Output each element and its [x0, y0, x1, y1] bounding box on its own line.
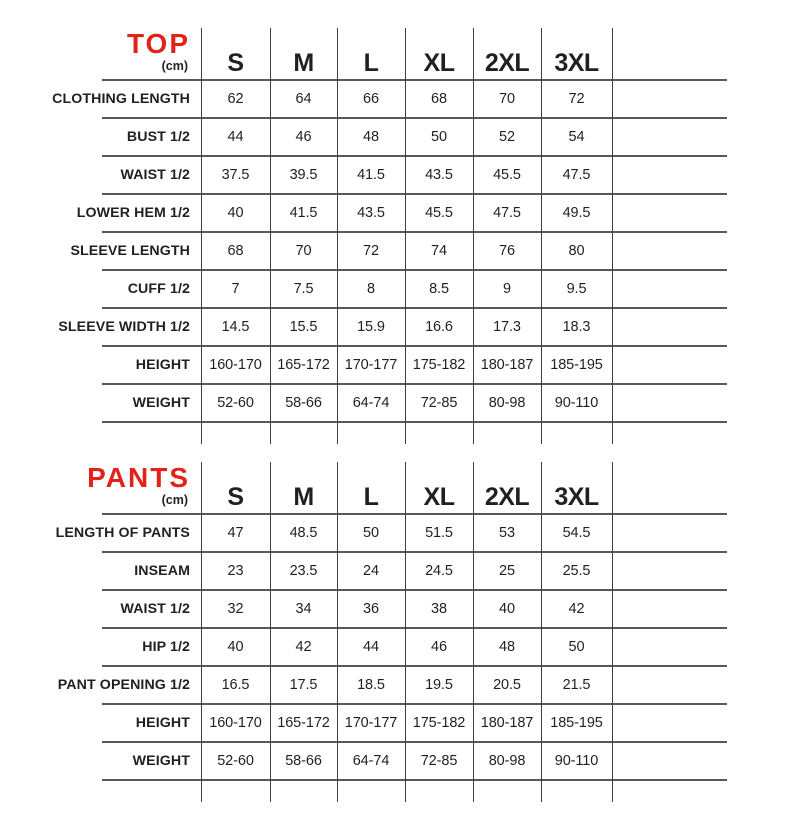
- measurement-cell: 52: [499, 129, 515, 145]
- spacer-cell: [337, 422, 405, 444]
- measurement-cell: 50: [568, 639, 585, 655]
- row-label: HEIGHT: [135, 715, 190, 731]
- measurement-cell: 8: [367, 281, 375, 297]
- spacer-cell: [201, 780, 270, 802]
- spacer-cell: [0, 422, 201, 444]
- measurement-cell: 23: [227, 563, 244, 579]
- measurement-cell: 47.5: [493, 205, 521, 221]
- row-label: PANT OPENING 1/2: [57, 677, 190, 693]
- measurement-cell: 160-170: [209, 357, 262, 373]
- horizontal-rule: [102, 269, 727, 270]
- vertical-rule: [270, 28, 271, 444]
- trailing-empty-cell: [612, 156, 727, 194]
- horizontal-rule: [102, 779, 727, 780]
- measurement-cell: 76: [499, 243, 515, 259]
- measurement-cell: 72: [363, 243, 379, 259]
- horizontal-rule: [102, 193, 727, 194]
- spacer-cell: [612, 422, 727, 444]
- measurement-cell: 62: [227, 91, 244, 107]
- measurement-cell: 80-98: [488, 395, 526, 411]
- measurement-cell: 48: [499, 639, 515, 655]
- size-column-header: 3XL: [554, 49, 599, 77]
- spacer-cell: [405, 422, 473, 444]
- measurement-cell: 72: [568, 91, 585, 107]
- measurement-cell: 25.5: [562, 563, 591, 579]
- trailing-empty-cell: [612, 232, 727, 270]
- trailing-empty-cell: [612, 666, 727, 704]
- pants-table-rows: [0, 462, 800, 802]
- measurement-cell: 15.5: [289, 319, 318, 335]
- row-label: WAIST 1/2: [120, 601, 190, 617]
- top-size-table: [0, 28, 800, 444]
- measurement-cell: 48.5: [289, 525, 318, 541]
- table-title-cell: [0, 28, 201, 80]
- table-row: [0, 590, 800, 628]
- measurement-cell: 54.5: [562, 525, 591, 541]
- measurement-cell: 16.6: [425, 319, 453, 335]
- row-label: INSEAM: [134, 563, 190, 579]
- measurement-cell: 7.5: [293, 281, 314, 297]
- measurement-cell: 43.5: [425, 167, 453, 183]
- trailing-empty-cell: [612, 28, 727, 80]
- measurement-cell: 180-187: [480, 357, 534, 373]
- table-row: [0, 118, 800, 156]
- measurement-cell: 44: [227, 129, 244, 145]
- size-column-header: XL: [423, 483, 455, 511]
- measurement-cell: 14.5: [221, 319, 250, 335]
- trailing-empty-cell: [612, 704, 727, 742]
- unit-label: (cm): [161, 59, 188, 73]
- measurement-cell: 180-187: [480, 715, 534, 731]
- measurement-cell: 50: [431, 129, 447, 145]
- spacer-cell: [0, 780, 201, 802]
- vertical-rule: [473, 28, 474, 444]
- table-row: [0, 156, 800, 194]
- measurement-cell: 41.5: [289, 205, 318, 221]
- horizontal-rule: [102, 231, 727, 232]
- measurement-cell: 18.5: [357, 677, 385, 693]
- measurement-cell: 64-74: [352, 753, 390, 769]
- measurement-cell: 90-110: [554, 753, 599, 769]
- measurement-cell: 48: [363, 129, 379, 145]
- table-row: [0, 666, 800, 704]
- trailing-empty-cell: [612, 628, 727, 666]
- measurement-cell: 90-110: [554, 395, 599, 411]
- measurement-cell: 64: [295, 91, 312, 107]
- spacer-cell: [405, 780, 473, 802]
- measurement-cell: 47.5: [562, 167, 591, 183]
- measurement-cell: 80: [568, 243, 585, 259]
- measurement-cell: 175-182: [412, 357, 466, 373]
- measurement-cell: 58-66: [285, 753, 322, 769]
- measurement-cell: 7: [231, 281, 240, 297]
- spacer-cell: [473, 422, 541, 444]
- row-label: SLEEVE WIDTH 1/2: [58, 319, 190, 335]
- measurement-cell: 43.5: [357, 205, 385, 221]
- spacer-cell: [541, 422, 612, 444]
- table-bottom-spacer-row: [0, 422, 800, 444]
- horizontal-rule: [102, 551, 727, 552]
- trailing-empty-cell: [612, 308, 727, 346]
- table-row: [0, 80, 800, 118]
- measurement-cell: 160-170: [209, 715, 262, 731]
- measurement-cell: 44: [363, 639, 379, 655]
- trailing-empty-cell: [612, 590, 727, 628]
- row-label: BUST 1/2: [126, 129, 190, 145]
- vertical-rule: [270, 462, 271, 802]
- measurement-cell: 25: [499, 563, 515, 579]
- measurement-cell: 64-74: [352, 395, 390, 411]
- horizontal-rule: [102, 421, 727, 422]
- measurement-cell: 36: [363, 601, 379, 617]
- measurement-cell: 39.5: [289, 167, 318, 183]
- vertical-rule: [612, 28, 613, 444]
- row-label: HEIGHT: [135, 357, 190, 373]
- measurement-cell: 175-182: [412, 715, 466, 731]
- vertical-rule: [201, 462, 202, 802]
- size-column-header: M: [293, 483, 314, 511]
- table-bottom-spacer-row: [0, 780, 800, 802]
- table-row: [0, 704, 800, 742]
- spacer-cell: [201, 422, 270, 444]
- measurement-cell: 185-195: [550, 715, 603, 731]
- table-header-row: [0, 462, 800, 514]
- spacer-cell: [473, 780, 541, 802]
- measurement-cell: 185-195: [550, 357, 603, 373]
- size-column-header: XL: [423, 49, 455, 77]
- table-row: [0, 346, 800, 384]
- top-table-rows: [0, 28, 800, 444]
- measurement-cell: 72-85: [420, 753, 458, 769]
- measurement-cell: 70: [499, 91, 515, 107]
- measurement-cell: 58-66: [285, 395, 322, 411]
- trailing-empty-cell: [612, 118, 727, 156]
- vertical-rule: [337, 28, 338, 444]
- measurement-cell: 52-60: [217, 395, 254, 411]
- trailing-empty-cell: [612, 194, 727, 232]
- measurement-cell: 38: [431, 601, 447, 617]
- vertical-rule: [405, 462, 406, 802]
- horizontal-rule: [102, 307, 727, 308]
- size-column-header: L: [363, 49, 379, 77]
- spacer-cell: [270, 780, 337, 802]
- spacer-cell: [337, 780, 405, 802]
- measurement-cell: 9.5: [566, 281, 587, 297]
- measurement-cell: 47: [227, 525, 244, 541]
- row-label: CUFF 1/2: [127, 281, 190, 297]
- table-row: [0, 742, 800, 780]
- horizontal-rule: [102, 703, 727, 704]
- table-header-row: [0, 28, 800, 80]
- vertical-rule: [541, 28, 542, 444]
- spacer-cell: [541, 780, 612, 802]
- row-label: WEIGHT: [132, 753, 190, 769]
- horizontal-rule: [102, 513, 727, 514]
- measurement-cell: 40: [499, 601, 515, 617]
- measurement-cell: 40: [227, 639, 244, 655]
- measurement-cell: 53: [499, 525, 515, 541]
- horizontal-rule: [102, 741, 727, 742]
- table-title-cell: [0, 462, 201, 514]
- horizontal-rule: [102, 589, 727, 590]
- table-row: [0, 628, 800, 666]
- measurement-cell: 42: [568, 601, 585, 617]
- row-label: SLEEVE LENGTH: [70, 243, 190, 259]
- row-label: LOWER HEM 1/2: [76, 205, 190, 221]
- trailing-empty-cell: [612, 270, 727, 308]
- row-label: WEIGHT: [132, 395, 190, 411]
- vertical-rule: [612, 462, 613, 802]
- size-column-header: S: [227, 49, 244, 77]
- vertical-rule: [337, 462, 338, 802]
- table-row: [0, 552, 800, 590]
- size-column-header: 2XL: [484, 483, 530, 511]
- horizontal-rule: [102, 155, 727, 156]
- size-column-header: S: [227, 483, 244, 511]
- chart-title: PANTS: [87, 462, 190, 493]
- size-column-header: 3XL: [554, 483, 599, 511]
- measurement-cell: 52-60: [217, 753, 254, 769]
- table-row: [0, 270, 800, 308]
- measurement-cell: 24: [363, 563, 379, 579]
- measurement-cell: 72-85: [420, 395, 458, 411]
- spacer-cell: [612, 780, 727, 802]
- trailing-empty-cell: [612, 742, 727, 780]
- horizontal-rule: [102, 627, 727, 628]
- table-row: [0, 232, 800, 270]
- measurement-cell: 45.5: [425, 205, 453, 221]
- measurement-cell: 170-177: [344, 715, 398, 731]
- measurement-cell: 170-177: [344, 357, 398, 373]
- horizontal-rule: [102, 345, 727, 346]
- pants-size-table: [0, 462, 800, 802]
- row-label: WAIST 1/2: [120, 167, 190, 183]
- vertical-rule: [541, 462, 542, 802]
- measurement-cell: 74: [431, 243, 447, 259]
- measurement-cell: 34: [295, 601, 312, 617]
- measurement-cell: 51.5: [425, 525, 453, 541]
- measurement-cell: 19.5: [425, 677, 453, 693]
- measurement-cell: 37.5: [221, 167, 250, 183]
- table-row: [0, 308, 800, 346]
- measurement-cell: 46: [295, 129, 312, 145]
- trailing-empty-cell: [612, 514, 727, 552]
- measurement-cell: 24.5: [425, 563, 453, 579]
- row-label: LENGTH OF PANTS: [55, 525, 190, 541]
- measurement-cell: 21.5: [562, 677, 591, 693]
- horizontal-rule: [102, 117, 727, 118]
- trailing-empty-cell: [612, 80, 727, 118]
- measurement-cell: 46: [431, 639, 447, 655]
- vertical-rule: [473, 462, 474, 802]
- trailing-empty-cell: [612, 346, 727, 384]
- vertical-rule: [405, 28, 406, 444]
- size-column-header: M: [293, 49, 314, 77]
- measurement-cell: 9: [503, 281, 511, 297]
- measurement-cell: 17.5: [289, 677, 318, 693]
- measurement-cell: 41.5: [357, 167, 385, 183]
- horizontal-rule: [102, 79, 727, 80]
- trailing-empty-cell: [612, 462, 727, 514]
- measurement-cell: 32: [227, 601, 244, 617]
- measurement-cell: 54: [568, 129, 585, 145]
- chart-title: TOP: [126, 28, 190, 59]
- horizontal-rule: [102, 383, 727, 384]
- measurement-cell: 50: [363, 525, 379, 541]
- measurement-cell: 23.5: [289, 563, 318, 579]
- unit-label: (cm): [161, 493, 188, 507]
- trailing-empty-cell: [612, 552, 727, 590]
- measurement-cell: 68: [431, 91, 447, 107]
- measurement-cell: 70: [295, 243, 312, 259]
- measurement-cell: 42: [295, 639, 312, 655]
- measurement-cell: 18.3: [562, 319, 591, 335]
- table-row: [0, 514, 800, 552]
- row-label: CLOTHING LENGTH: [52, 91, 190, 107]
- measurement-cell: 20.5: [493, 677, 521, 693]
- measurement-cell: 45.5: [493, 167, 521, 183]
- horizontal-rule: [102, 665, 727, 666]
- trailing-empty-cell: [612, 384, 727, 422]
- size-column-header: L: [363, 483, 379, 511]
- measurement-cell: 15.9: [357, 319, 385, 335]
- measurement-cell: 16.5: [221, 677, 250, 693]
- measurement-cell: 17.3: [493, 319, 521, 335]
- measurement-cell: 68: [227, 243, 244, 259]
- vertical-rule: [201, 28, 202, 444]
- table-row: [0, 384, 800, 422]
- size-column-header: 2XL: [484, 49, 530, 77]
- measurement-cell: 8.5: [429, 281, 449, 297]
- spacer-cell: [270, 422, 337, 444]
- row-label: HIP 1/2: [142, 639, 190, 655]
- measurement-cell: 49.5: [562, 205, 591, 221]
- measurement-cell: 40: [227, 205, 244, 221]
- measurement-cell: 66: [363, 91, 379, 107]
- measurement-cell: 165-172: [277, 357, 330, 373]
- measurement-cell: 80-98: [488, 753, 526, 769]
- measurement-cell: 165-172: [277, 715, 330, 731]
- table-row: [0, 194, 800, 232]
